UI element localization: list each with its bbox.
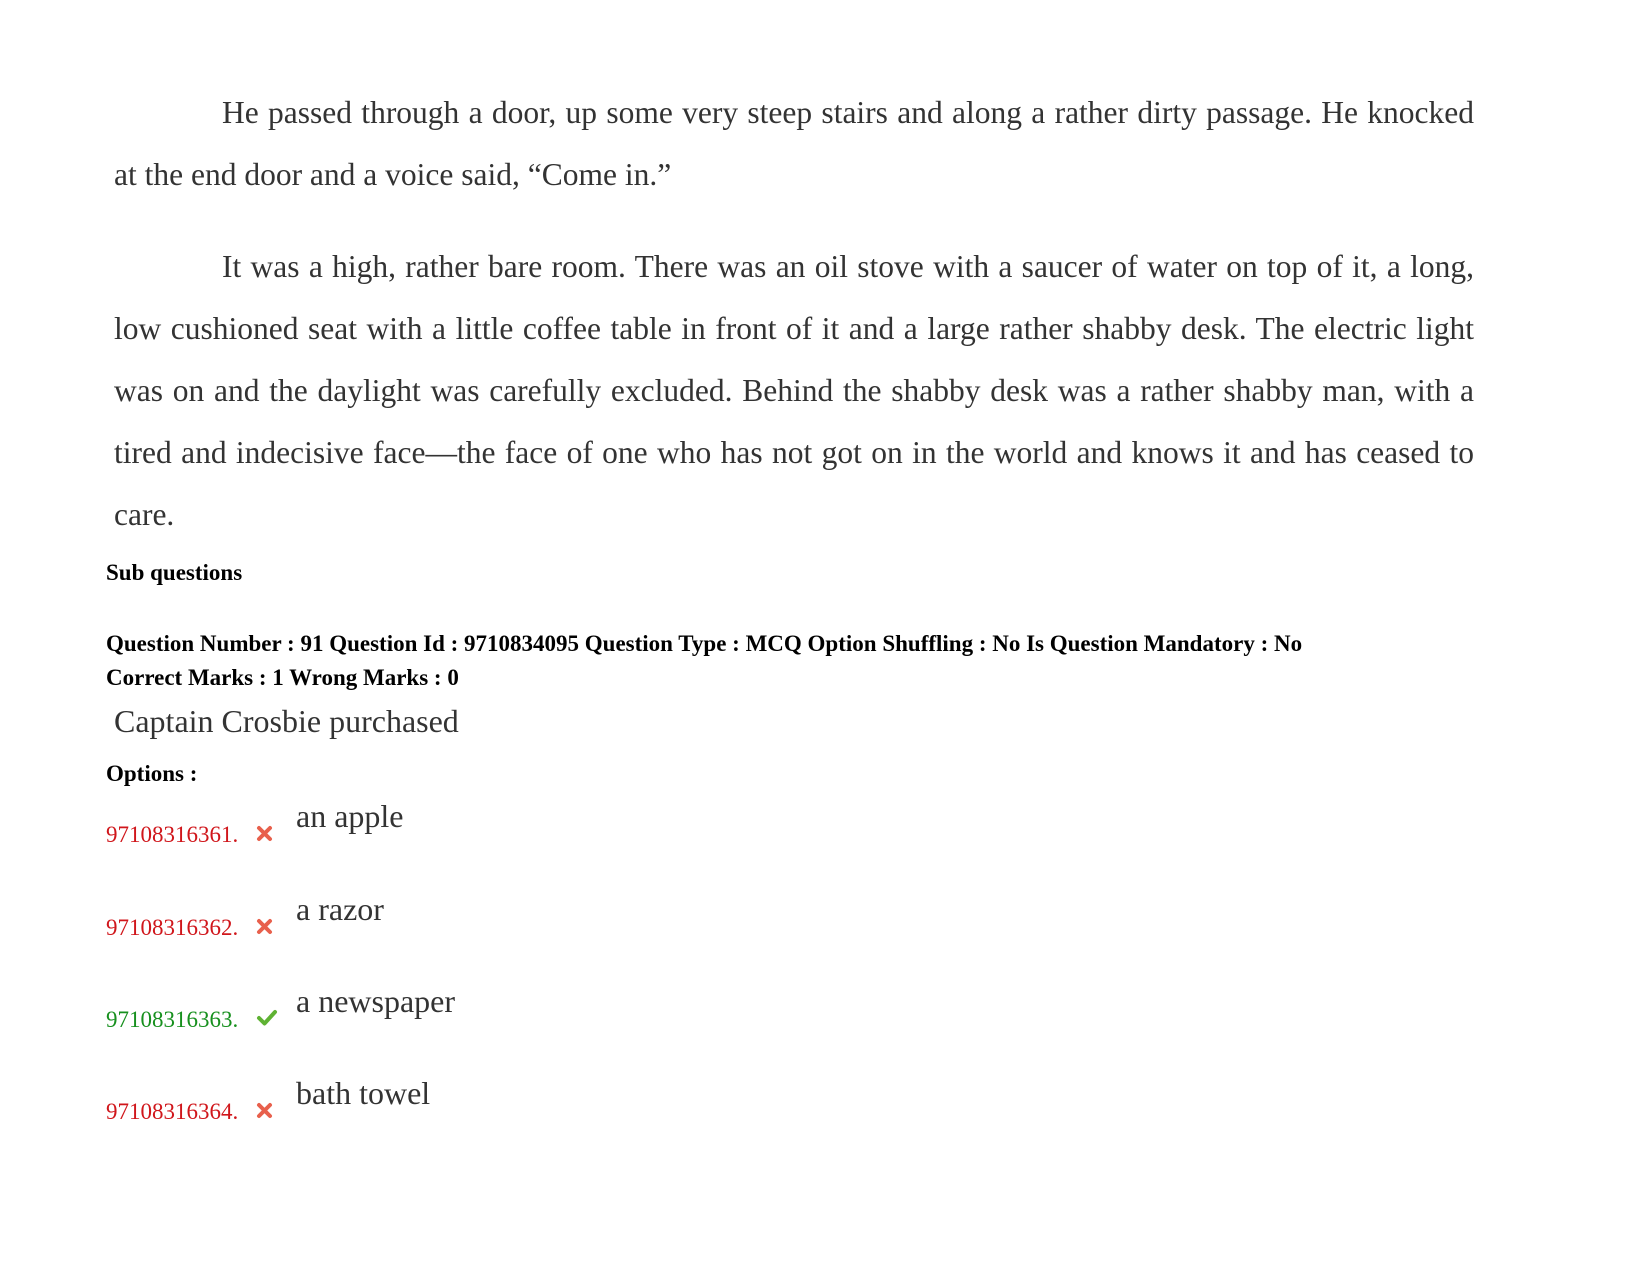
option-id: 97108316362. <box>106 915 239 940</box>
option-3[interactable] <box>106 983 706 1033</box>
option-text: a newspaper <box>296 983 456 1019</box>
check-icon <box>256 1009 278 1027</box>
options-label: Options : <box>106 761 198 786</box>
option-1[interactable] <box>106 798 706 848</box>
option-4[interactable] <box>106 1075 706 1125</box>
option-text: a razor <box>296 891 384 927</box>
passage-paragraph: It was a high, rather bare room. There was an oil stove with a saucer of water on top of it, a long, low cushioned seat with a little coffee table in front of it and a large rather shabby desk. The electric light was on and the daylight was carefully excluded. Behind the shabby desk was a rather shabby man, with a tired and indecisive face—the face of one who has not got on in the world and knows it and has ceased to care. <box>114 249 1474 532</box>
cross-icon <box>256 824 274 842</box>
question-meta-line: Question Number : 91 Question Id : 9710834095 Question Type : MCQ Option Shuffling : No Is Question Mandatory : No <box>106 631 1303 656</box>
option-text: an apple <box>296 798 404 834</box>
reading-passage <box>114 82 1474 546</box>
option-text: bath towel <box>296 1075 431 1111</box>
question-text: Captain Crosbie purchased <box>114 703 459 739</box>
option-2[interactable] <box>106 891 706 941</box>
cross-icon <box>256 917 274 935</box>
cross-icon <box>256 1101 274 1119</box>
option-id: 97108316364. <box>106 1099 239 1124</box>
option-id: 97108316361. <box>106 822 239 847</box>
option-id: 97108316363. <box>106 1007 239 1032</box>
question-metadata <box>106 627 1556 695</box>
sub-questions-heading: Sub questions <box>106 560 243 585</box>
question-marks-line: Correct Marks : 1 Wrong Marks : 0 <box>106 665 459 690</box>
passage-paragraph: He passed through a door, up some very steep stairs and along a rather dirty passage. He knocked at the end door and a voice said, “Come in.” <box>114 95 1474 192</box>
